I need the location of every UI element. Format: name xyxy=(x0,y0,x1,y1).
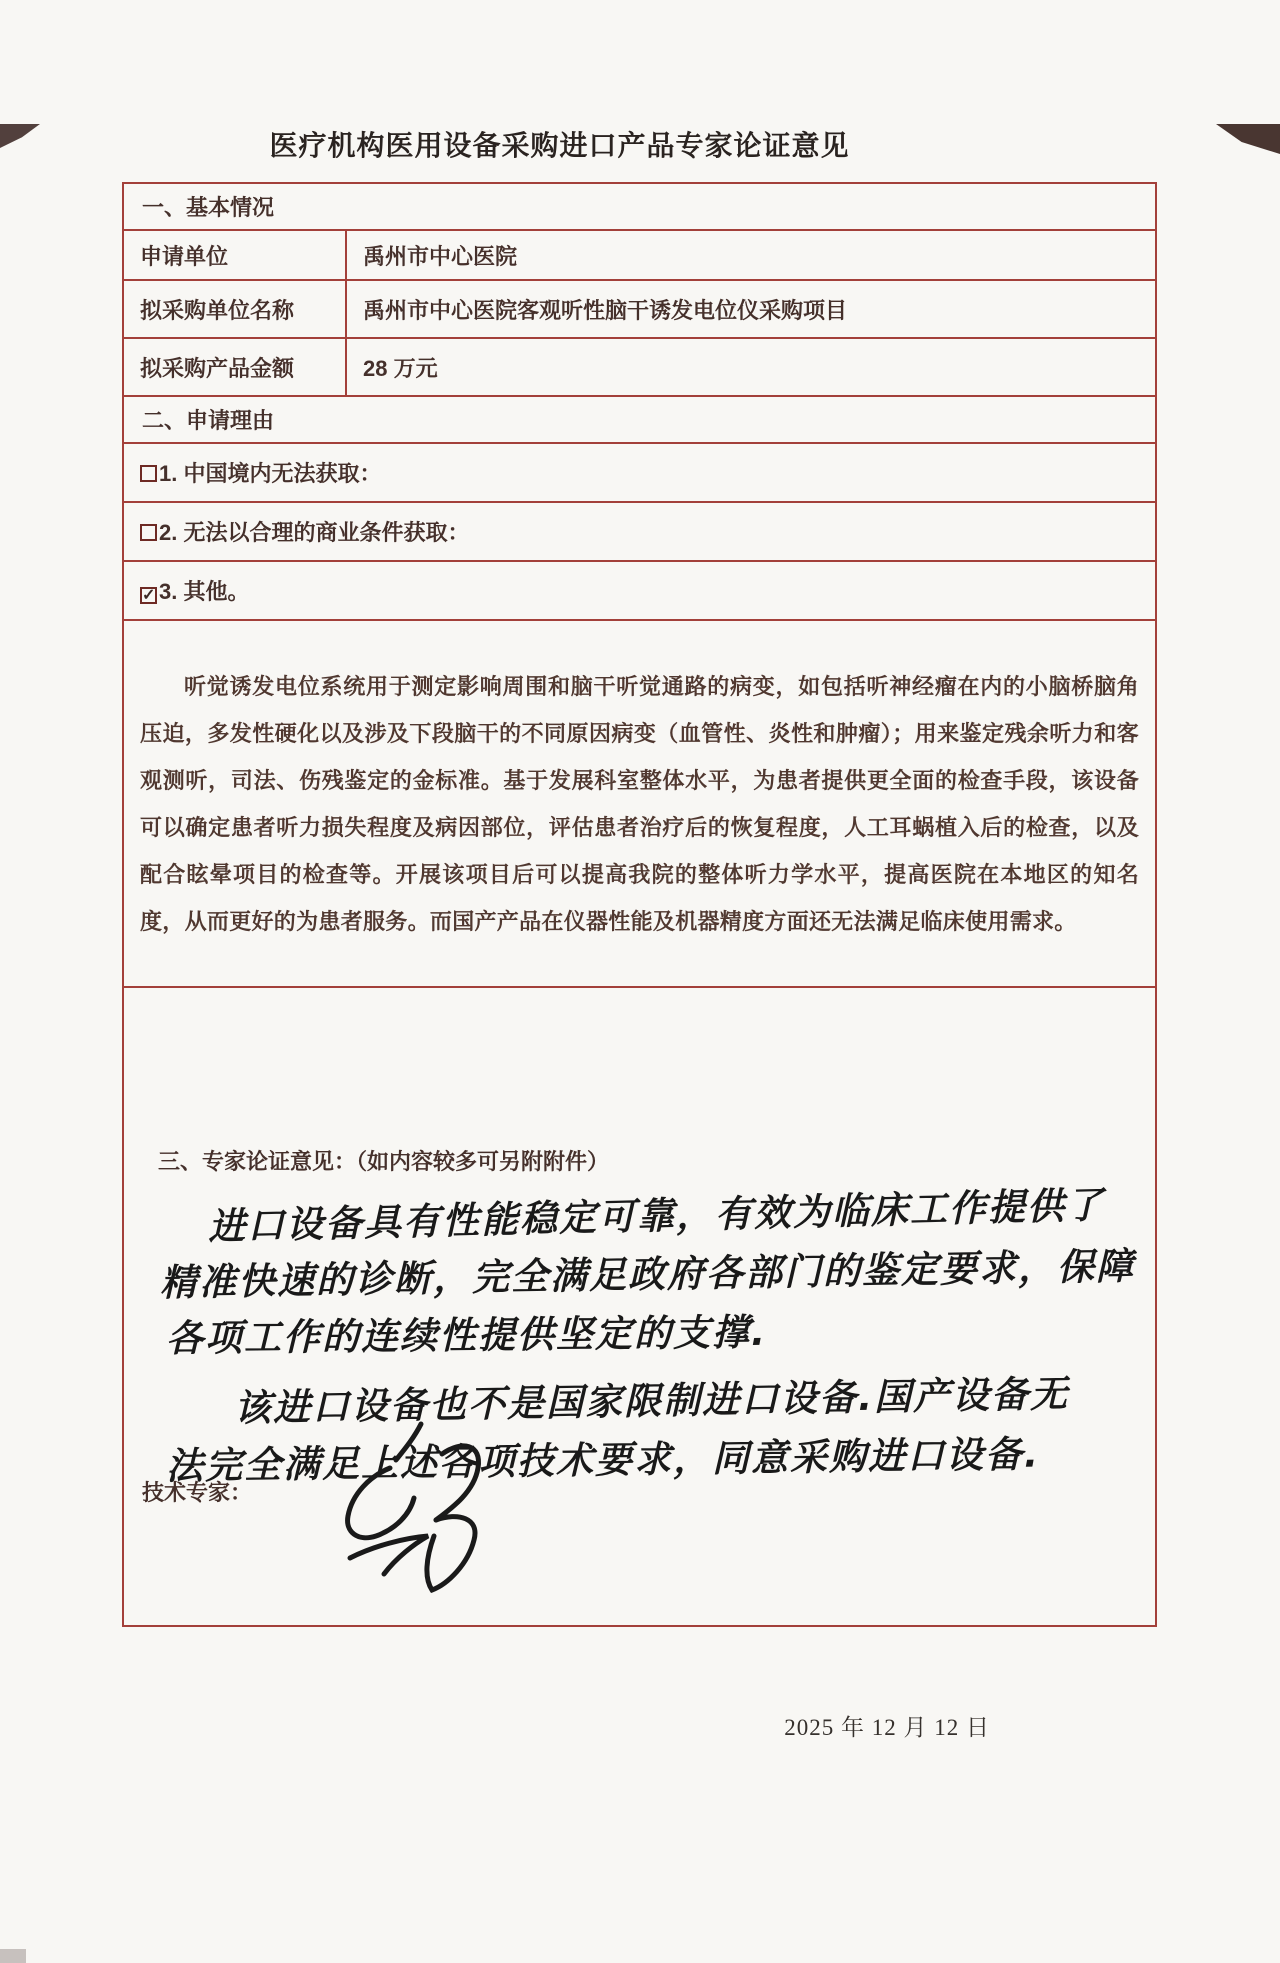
reason-statement: 听觉诱发电位系统用于测定影响周围和脑干听觉通路的病变，如包括听神经瘤在内的小脑桥脑角压迫，多发性硬化以及涉及下段脑干的不同原因病变（血管性、炎性和肿瘤）；用来鉴定残余听力和客观测听，司法、伤残鉴定的金标准。基于发展科室整体水平，为患者提供更全面的检查手段，该设备可以确定患者听力损失程度及病因部位，评估患者治疗后的恢复程度，人工耳蜗植入后的检查，以及配合眩晕项目的检查等。开展该项目后可以提高我院的整体听力学水平，提高医院在本地区的知名度，从而更好的为患者服务。而国产产品在仪器性能及机器精度方面还无法满足临床使用需求。 xyxy=(140,673,1139,934)
page-title: 医疗机构医用设备采购进口产品专家论证意见 xyxy=(269,130,850,161)
reason-row-2 xyxy=(123,502,1156,561)
document-date: 2025 年 12 月 12 日 xyxy=(784,1715,990,1740)
statement-row xyxy=(123,620,1156,987)
reason-2 xyxy=(123,502,1156,561)
table-row-applicant xyxy=(123,230,1156,280)
technical-expert-label: 技术专家： xyxy=(142,1480,253,1505)
handwritten-line: 该进口设备也不是国家限制进口设备.国产设备无 xyxy=(233,1371,1070,1430)
checkbox-unchecked-icon xyxy=(140,465,157,482)
table-row-amount xyxy=(123,338,1156,396)
checkbox-unchecked-icon xyxy=(140,524,157,541)
scan-artifact-top-left xyxy=(0,124,40,148)
reason-1-label: 1. 中国境内无法获取： xyxy=(159,461,382,486)
reason-3 xyxy=(123,561,1156,620)
scan-artifact-top-right xyxy=(1216,124,1280,154)
reason-1 xyxy=(123,443,1156,502)
section2-header-row xyxy=(123,396,1156,443)
statement-cell xyxy=(123,620,1156,987)
handwritten-opinion xyxy=(140,1182,1139,1489)
section2-heading: 二、申请理由 xyxy=(123,396,1156,443)
reason-2-label: 2. 无法以合理的商业条件获取： xyxy=(159,520,470,545)
applicant-value: 禹州市中心医院 xyxy=(346,230,1156,280)
reason-row-1 xyxy=(123,443,1156,502)
scan-artifact-bottom-left xyxy=(0,1949,26,1963)
expert-opinion-cell xyxy=(123,987,1156,1626)
applicant-label: 申请单位 xyxy=(123,230,346,280)
project-name-label: 拟采购单位名称 xyxy=(123,280,346,338)
project-name-value: 禹州市中心医院客观听性脑干诱发电位仪采购项目 xyxy=(346,280,1156,338)
form-table xyxy=(122,182,1157,1627)
amount-value: 28 万元 xyxy=(346,338,1156,396)
handwritten-line: 法完全满足上述各项技术要求，同意采购进口设备. xyxy=(165,1432,1041,1488)
handwritten-line: 精准快速的诊断，完全满足政府各部门的鉴定要求，保障 xyxy=(159,1244,1136,1305)
section3-row xyxy=(123,987,1156,1626)
amount-label: 拟采购产品金额 xyxy=(123,338,346,396)
handwritten-line: 进口设备具有性能稳定可靠，有效为临床工作提供了 xyxy=(207,1182,1106,1248)
section3-heading: 三、专家论证意见：（如内容较多可另附附件） xyxy=(158,1148,610,1174)
expert-signature xyxy=(324,1418,514,1603)
checkbox-checked-icon xyxy=(140,587,157,604)
reason-3-label: 3. 其他。 xyxy=(159,579,250,604)
section1-heading: 一、基本情况 xyxy=(123,183,1156,230)
table-row-project-name xyxy=(123,280,1156,338)
handwritten-line: 各项工作的连续性提供坚定的支撑. xyxy=(165,1310,768,1360)
section1-header-row xyxy=(123,183,1156,230)
reason-row-3 xyxy=(123,561,1156,620)
checkbox-mark: ✓ xyxy=(142,587,156,604)
